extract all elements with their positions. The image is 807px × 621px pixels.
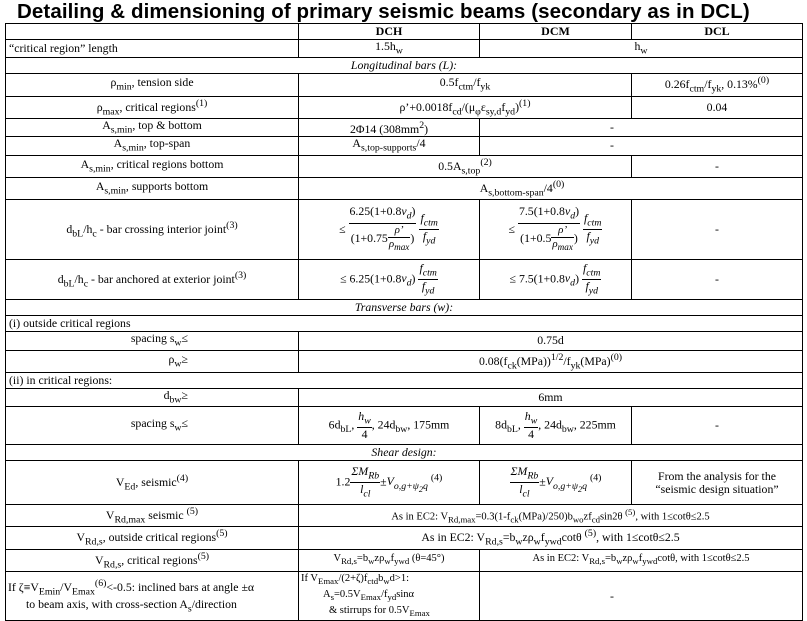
table-row	[6, 118, 803, 136]
cell-all: 6mm	[299, 388, 803, 406]
section-transverse: Transverse bars (w):	[6, 300, 803, 316]
table-row	[6, 200, 803, 260]
cell-dch-dcm: $0.5f_{ctm}/f_{yk}$	[299, 74, 632, 96]
row-label: If $\zeta\equiv V_{Emin}/V_{Emax}^{(6)}<-0.5$: inclined bars at angle ±α to beam axis, with cross-section $A_s$/direction	[6, 572, 299, 621]
cell-dcl: -	[632, 260, 803, 300]
cell-dcm-dcl: -	[480, 118, 803, 136]
table-row	[6, 372, 803, 388]
cell-all: As in EC2: $V_{Rd,s}=b_wz\rho_wf_{ywd}\cot\theta$ $^{(5)}$, with 1≤cotθ≤2.5	[299, 527, 803, 549]
row-label: $\rho_{min}$, tension side	[6, 74, 299, 96]
section-longitudinal: Longitudinal bars (L):	[6, 58, 803, 74]
cell-all: $0.08(f_{ck}(MPa))^{1/2}/f_{yk}(MPa)^{(0)}$	[299, 350, 803, 372]
cell-dcm: ≤ $7.5(1+0.8\nu_d)$ (1+0.5 $\frac{\rho’}{\rho_{max}}$ ) $\frac{f_{ctm}}{f_{yd}}$	[480, 200, 632, 260]
section-row	[6, 58, 803, 74]
row-label: spacing $s_w\le$	[6, 407, 299, 445]
header-blank	[6, 24, 299, 40]
cell-dch: If $V_{Emax}/(2+\zeta)f_{ctd}b_wd>1$: $A_s=0.5V_{Emax}/f_{yd}\sin\alpha$ & stirrups for $0.5V_{Emax}$	[299, 572, 480, 621]
section-row	[6, 445, 803, 461]
dcl-line-1: From the analysis for the	[658, 468, 776, 483]
cell-dcm: $\frac{\Sigma M_{Rb}}{l_{cl}}$ $\pm V_{o,g+\psi_2q}$ $^{(4)}$	[480, 461, 632, 505]
header-row	[6, 24, 803, 40]
header-dch: DCH	[299, 24, 480, 40]
table-row	[6, 96, 803, 118]
table-row	[6, 388, 803, 406]
cell-dcm-dcl: $h_w$	[480, 40, 803, 58]
row-label: $V_{Rd,s}$, outside critical regions$^{(5)}$	[6, 527, 299, 549]
cell-dch: $A_{s,top-supports}/4$	[299, 137, 480, 155]
cell-dch: 2Φ14 $(308mm^2)$	[299, 118, 480, 136]
cell-dch: $6d_{bL}$, $\frac{h_w}{4}$ , $24d_{bw}$, 175mm	[299, 407, 480, 445]
table-row	[6, 332, 803, 350]
table-row	[6, 137, 803, 155]
table-row	[6, 40, 803, 58]
subsection-outside: (i) outside critical regions	[6, 316, 803, 332]
cell-all: As in EC2: $V_{Rd,max}=0.3(1-f_{ck}(MPa)/250)b_{wo}zf_{cd}\sin 2\theta$ $^{(5)}$, with 1≤cotθ≤2.5	[299, 505, 803, 527]
cell-dcm-dcl: -	[480, 572, 803, 621]
table-row	[6, 461, 803, 505]
cell-dcm-dcl: As in EC2: $V_{Rd,s}=b_wz\rho_wf_{ywd}\cot\theta$, with 1≤cotθ≤2.5	[480, 549, 803, 571]
row-label: $V_{Rd,s}$, critical regions$^{(5)}$	[6, 549, 299, 571]
header-dcm: DCM	[480, 24, 632, 40]
cell-dcm-dcl: -	[480, 137, 803, 155]
cell-all: $A_{s,bottom-span}/4^{(0)}$	[299, 177, 803, 199]
seismic-beams-table	[5, 23, 803, 621]
cell-dcl: $0.26f_{ctm}/f_{yk}$, 0.13%$^{(0)}$	[632, 74, 803, 96]
cell-dcl: -	[632, 407, 803, 445]
section-shear: Shear design:	[6, 445, 803, 461]
row-label: $\rho_w\ge$	[6, 350, 299, 372]
cell-dcm: ≤ $7.5(1+0.8\nu_d)$ $\frac{f_{ctm}}{f_{yd}}$	[480, 260, 632, 300]
row-label: $A_{s,min}$, top & bottom	[6, 118, 299, 136]
row-label: spacing $s_w\le$	[6, 332, 299, 350]
row-label: $V_{Rd,max}$ seismic $^{(5)}$	[6, 505, 299, 527]
dcl-line-2: “seismic design situation”	[655, 481, 779, 496]
row-label: $V_{Ed}$, seismic$^{(4)}$	[6, 461, 299, 505]
cell-dch: 1.2 $\frac{\Sigma M_{Rb}}{l_{cl}}$ $\pm V_{o,g+\psi_2q}$ $^{(4)}$	[299, 461, 480, 505]
row-label: $A_{s,min}$, top-span	[6, 137, 299, 155]
row-label: $A_{s,min}$, supports bottom	[6, 177, 299, 199]
table-row	[6, 260, 803, 300]
cell-dch: ≤ $6.25(1+0.8\nu_d)$ $\frac{f_{ctm}}{f_{yd}}$	[299, 260, 480, 300]
cell-dch-dcm: $0.5A_{s,top}^{(2)}$	[299, 155, 632, 177]
row-label: $d_{bL}/h_c$ - bar crossing interior joint$^{(3)}$	[6, 200, 299, 260]
header-dcl: DCL	[632, 24, 803, 40]
cell-dch-dcm: $\rho’+0.0018f_{cd}/(\mu_\varphi\varepsilon_{sy,d}f_{yd})^{(1)}$	[299, 96, 632, 118]
table-row	[6, 177, 803, 199]
row-label: “critical region” length	[6, 40, 299, 58]
table-row	[6, 572, 803, 621]
cell-dch: $1.5h_w$	[299, 40, 480, 58]
row-label: $\rho_{max}$, critical regions$^{(1)}$	[6, 96, 299, 118]
cell-dcm: $8d_{bL}$, $\frac{h_w}{4}$ , $24d_{bw}$, 225mm	[480, 407, 632, 445]
table-row	[6, 316, 803, 332]
table-row	[6, 350, 803, 372]
table-row	[6, 155, 803, 177]
cell-dch: $V_{Rd,s}=b_wz\rho_wf_{ywd}$ (θ=45°)	[299, 549, 480, 571]
table-row	[6, 527, 803, 549]
cell-dcl	[632, 461, 803, 505]
row-label: $A_{s,min}$, critical regions bottom	[6, 155, 299, 177]
table-row	[6, 505, 803, 527]
cell-dcl: -	[632, 155, 803, 177]
table-row	[6, 74, 803, 96]
cell-dcl: -	[632, 200, 803, 260]
cell-dcl: 0.04	[632, 96, 803, 118]
subsection-in-critical: (ii) in critical regions:	[6, 372, 803, 388]
row-label: $d_{bL}/h_c$ - bar anchored at exterior joint$^{(3)}$	[6, 260, 299, 300]
row-label: $d_{bw}\ge$	[6, 388, 299, 406]
page-title: Detailing & dimensioning of primary seismic beams (secondary as in DCL)	[17, 0, 750, 23]
table-row	[6, 407, 803, 445]
table-row	[6, 549, 803, 571]
section-row	[6, 300, 803, 316]
cell-dch: ≤ $6.25(1+0.8\nu_d)$ (1+0.75 $\frac{\rho’}{\rho_{max}}$ ) $\frac{f_{ctm}}{f_{yd}}$	[299, 200, 480, 260]
cell-all: 0.75d	[299, 332, 803, 350]
